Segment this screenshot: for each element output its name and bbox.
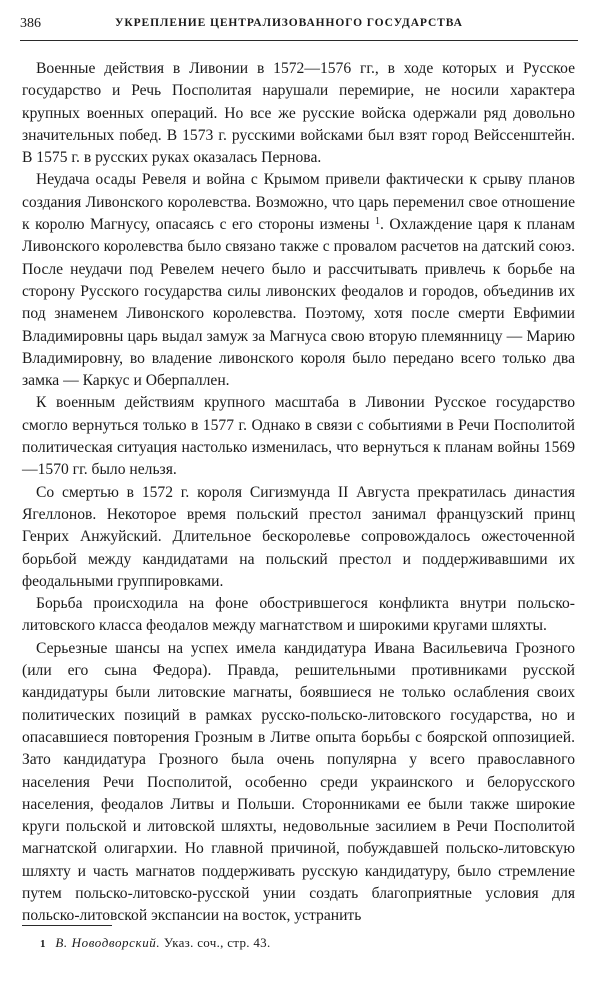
paragraph-2 <box>22 169 575 392</box>
footnote-reference[interactable]: 1 <box>374 216 380 228</box>
footnote-text: Указ. соч., стр. 43. <box>163 935 271 950</box>
paragraph-4: Со смертью в 1572 г. короля Сигизмунда II Августа прекратилась династия Ягеллонов. Некоторое время польский престол занимал французский принц Генрих Анжуйский. Длительное бескоролевье сопровождалось ожесточенной борьбой между кандидатами на польский престол и поддерживавшими их феодальными группировками. <box>22 483 575 590</box>
main-text <box>22 58 575 928</box>
running-head <box>20 14 578 34</box>
chapter-title: УКРЕПЛЕНИЕ ЦЕНТРАЛИЗОВАННОГО ГОСУДАРСТВА <box>115 17 463 29</box>
paragraph-3: К военным действиям крупного масштаба в Ливонии Русское государство смогло вернуться только в 1577 г. Однако в связи с событиями в Речи Посполитой политическая ситуация настолько изменилась, что вернуться к планам войны 1569—1570 гг. было нельзя. <box>22 394 575 479</box>
footnote <box>40 935 271 951</box>
page-number: 386 <box>20 16 41 31</box>
paragraph-2-text: Неудача осады Ревеля и война с Крымом привели фактически к срыву планов создания Ливонского королевства. Возможно, что царь переменил свое отношение к королю Магнусу, опасаясь с его стороны измены <box>22 171 575 234</box>
footnote-author: В. Новодворский. <box>55 935 161 950</box>
footnote-rule <box>22 925 112 926</box>
paragraph-2-continuation: . Охлаждение царя к планам Ливонского королевства было связано также с провалом расчетов на датский союз. После неудачи под Ревелем нечего было и рассчитывать привлечь к борьбе на сторону Русского государства силы ливонских феодалов и городов, объединив их под знаменем Ливонского королевства. Поэтому, хотя после смерти Евфимии Владимировны царь выдал замуж за Магнуса свою вторую племянницу — Марию Владимировну, во владение ливонского короля было передано всего только два замка — Каркус и Оберпаллен. <box>22 216 575 390</box>
paragraph-5: Борьба происходила на фоне обострившегося конфликта внутри польско-литовского класса феодалов между магнатством и широкими кругами шляхты. <box>22 595 575 635</box>
paragraph-6: Серьезные шансы на успех имела кандидатура Ивана Васильевича Грозного (или его сына Федора). Правда, решительными противниками русской кандидатуры были литовские магнаты, боявшиеся не только ослабления своих политических позиций в рамках русско-польско-литовского государства, но и опасавшиеся повторения Грозным в Литве опыта борьбы с боярской оппозицией. Зато кандидатура Грозного была очень популярна у всего православного населения Речи Посполитой, особенно среди украинского и белорусского населения, феодалов Литвы и Польши. Сторонниками ее были также широкие круги польской и литовской шляхты, недовольные засилием в Речи Посполитой магнатской олигархии. Но главной причиной, побуждавшей польско-литовскую шляхту и часть магнатов поддерживать русскую кандидатуру, было стремление путем польско-литовско-русской унии создать благоприятные условия для польско-литовской экспансии на восток, устранить <box>22 639 575 925</box>
footnote-marker: 1 <box>40 938 46 950</box>
header-rule <box>20 40 578 41</box>
paragraph-1: Военные действия в Ливонии в 1572—1576 гг., в ходе которых и Русское государство и Речь Посполитая нарушали перемирие, не носили характера крупных военных операций. Но все же русские войска одержали ряд довольно значительных побед. В 1573 г. русскими войсками был взят город Вейссенштейн. В 1575 г. в русских руках оказалась Пернова. <box>22 60 575 167</box>
